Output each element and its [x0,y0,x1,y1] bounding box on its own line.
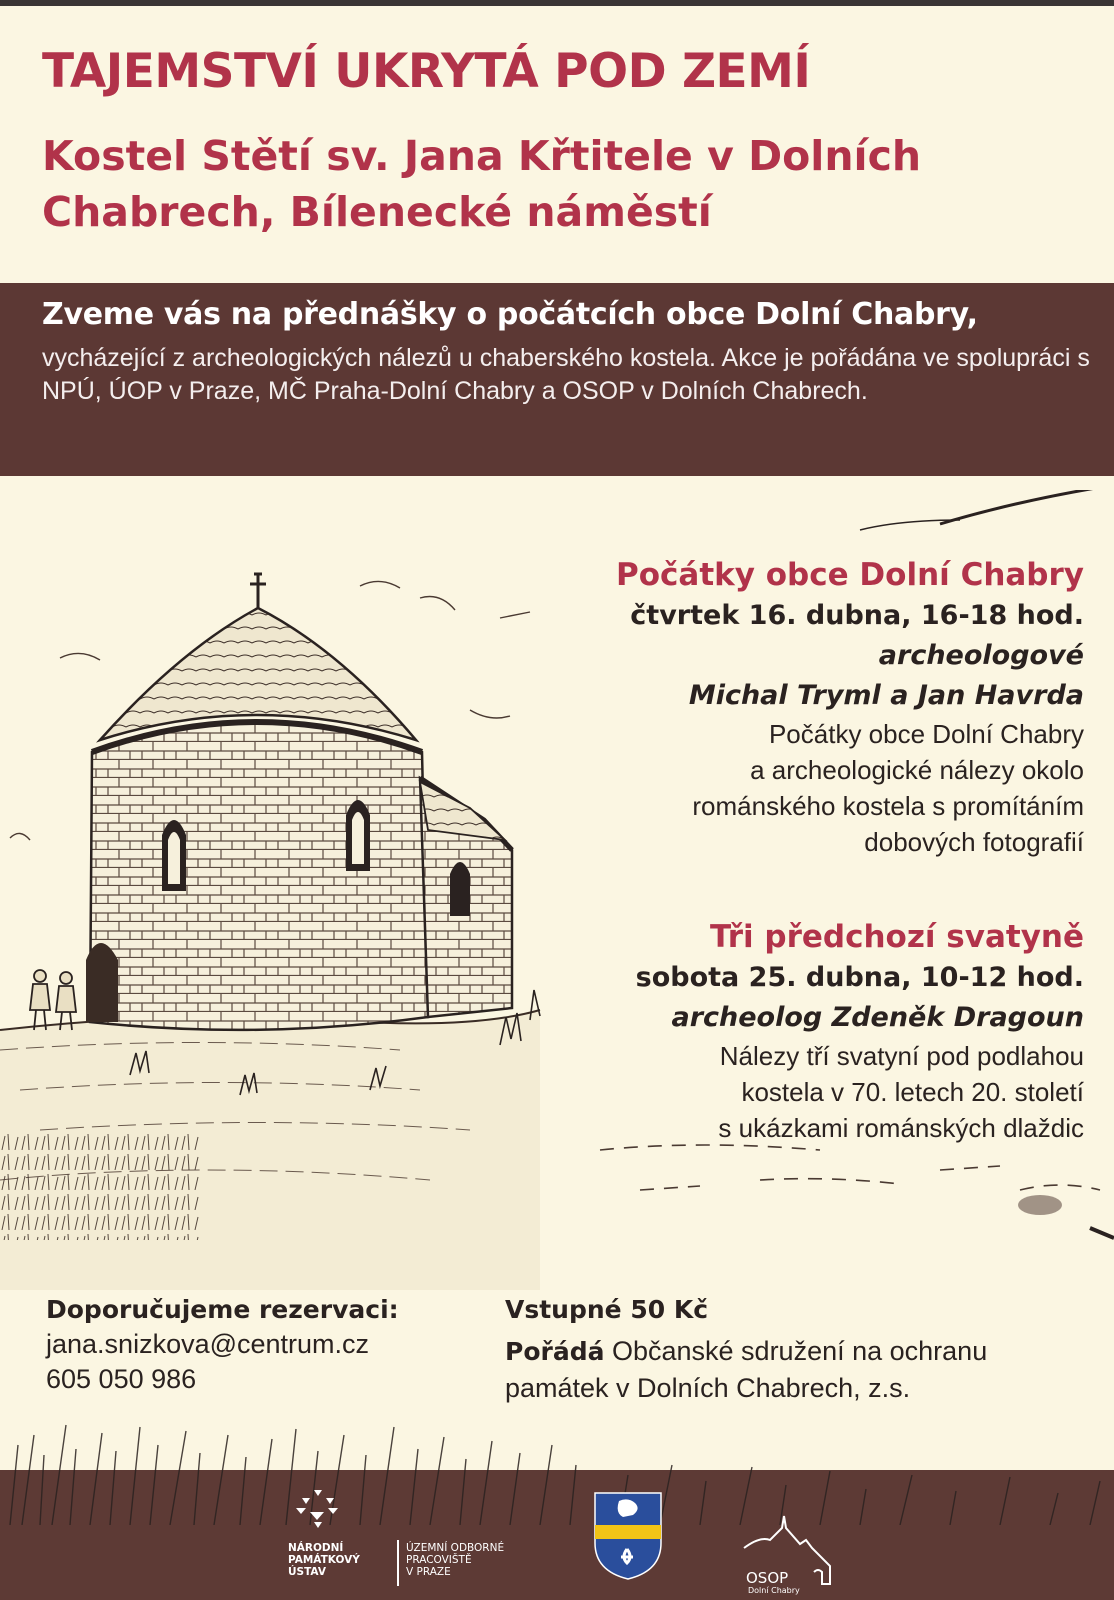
event-2-title: Tři předchozí svatyně [709,919,1084,955]
logo-divider [397,1540,399,1586]
poster-subtitle: Kostel Stětí sv. Jana Křtitele v Dolních Chabrech, Bílenecké náměstí [42,132,922,236]
event-1-desc-line-3: románského kostela s promítáním [692,791,1084,821]
event-2 [636,916,1084,1146]
reservation-block [46,1293,399,1397]
event-1-title: Počátky obce Dolní Chabry [616,557,1084,593]
uop-line-2: PRACOVIŠTĚ [406,1554,472,1566]
organizer-label: Pořádá [505,1337,605,1366]
uop-name [406,1542,504,1578]
top-edge-line [0,0,1114,6]
poster-title: TAJEMSTVÍ UKRYTÁ POD ZEMÍ [42,44,811,99]
reservation-heading: Doporučujeme rezervaci: [46,1295,399,1324]
npu-line-1: NÁRODNÍ [288,1542,344,1554]
info-block [505,1293,1085,1406]
event-2-desc-line-1: Nálezy tří svatyní pod podlahou [719,1041,1084,1071]
event-2-speaker: archeolog Zdeněk Dragoun [671,1002,1084,1033]
event-2-date: sobota 25. dubna, 10-12 hod. [635,962,1084,993]
intro-lead: Zveme vás na přednášky o počátcích obce Dolní Chabry, [42,297,978,332]
event-2-desc-line-2: kostela v 70. letech 20. století [741,1077,1084,1107]
intro-band [0,283,1114,476]
npu-line-2: PAMÁTKOVÝ [288,1554,360,1566]
reservation-email[interactable]: jana.snizkova@centrum.cz [46,1329,370,1359]
event-2-desc-line-3: s ukázkami románských dlaždic [718,1113,1084,1143]
event-1 [616,554,1084,860]
osop-name: OSOP [746,1569,789,1587]
intro-body: vycházející z archeologických nálezů u chaberského kostela. Akce je pořádána ve spolupráci s NPÚ, ÚOP v Praze, MČ Praha-Dolní Chabry a OSOP v Dolních Chabrech. [42,344,1090,405]
event-1-date: čtvrtek 16. dubna, 16-18 hod. [630,600,1084,631]
admission-price: Vstupné 50 Kč [505,1295,709,1324]
grass-sketch [0,1405,1114,1525]
event-1-desc-line-2: a archeologické nálezy okolo [750,755,1084,785]
event-1-desc-line-1: Počátky obce Dolní Chabry [768,719,1084,749]
npu-line-3: ÚSTAV [288,1566,326,1578]
organizer-name: Občanské sdružení na ochranu památek v Dolních Chabrech, z.s. [505,1336,988,1403]
uop-line-1: ÚZEMNÍ ODBORNÉ [406,1542,505,1554]
event-1-speaker-line-1: archeologové [878,640,1084,671]
crest-icon [593,1491,663,1581]
osop-place: Dolní Chabry [748,1586,800,1595]
npu-name [288,1542,360,1578]
reservation-phone[interactable]: 605 050 986 [46,1364,197,1394]
event-1-speaker-line-2: Michal Tryml a Jan Havrda [688,680,1084,711]
uop-line-3: V PRAZE [406,1566,451,1578]
organizer-text [505,1333,1085,1406]
event-1-desc-line-4: dobových fotografií [864,827,1084,857]
npu-logo-icon [292,1488,342,1530]
